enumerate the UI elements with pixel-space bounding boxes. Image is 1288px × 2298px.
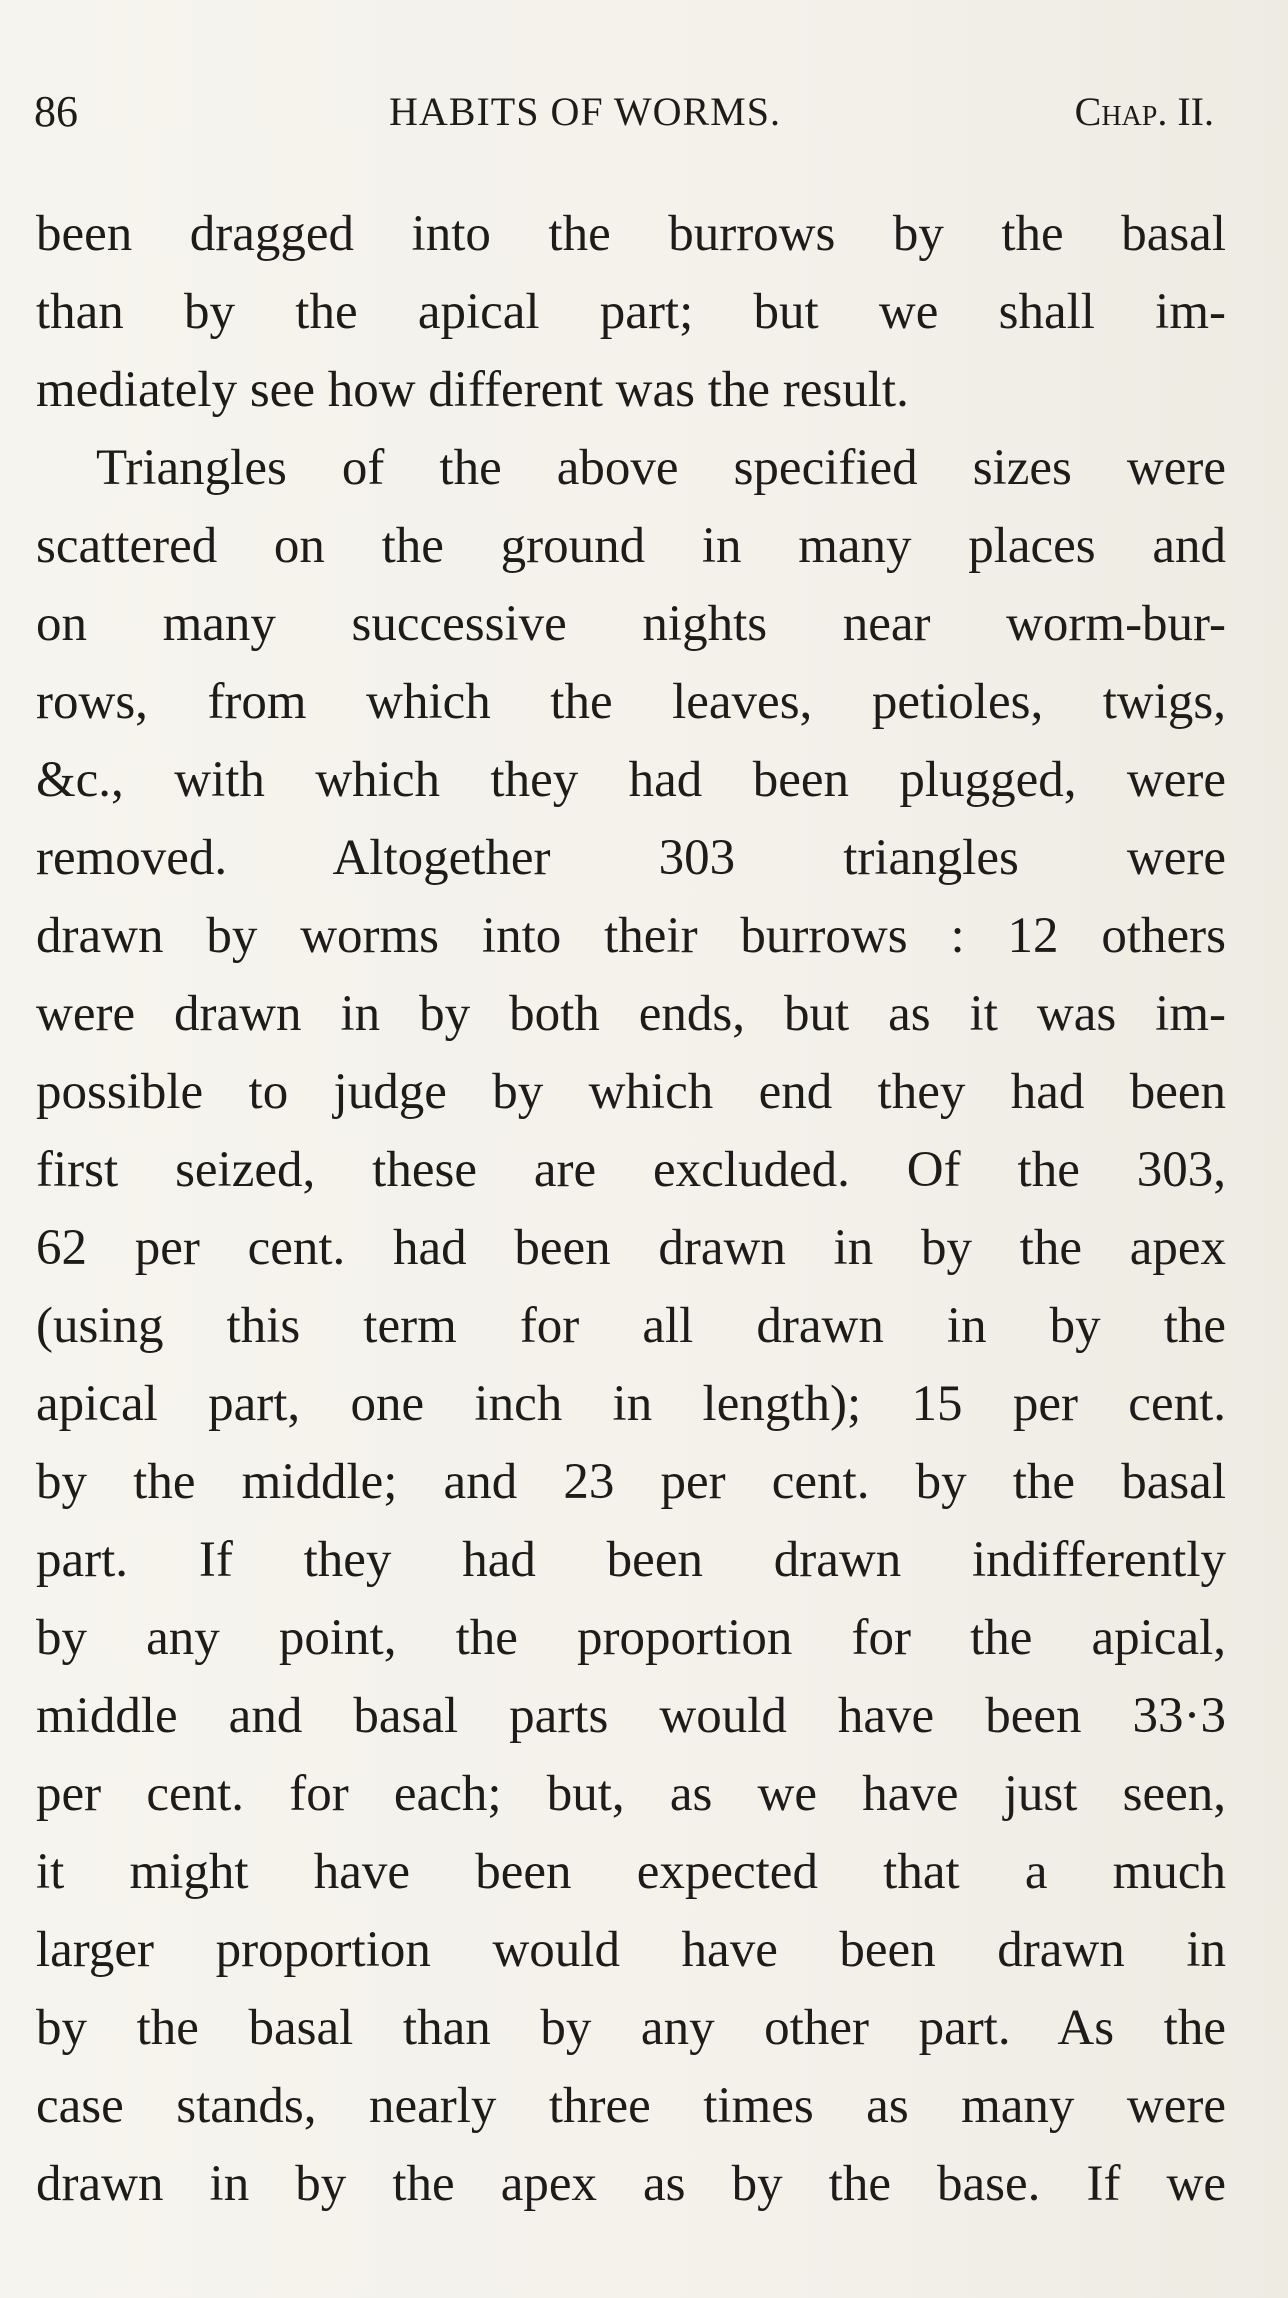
text-line: by the basal than by any other part. As the: [36, 2000, 1226, 2056]
text-line: first seized, these are excluded. Of the 303,: [36, 1142, 1226, 1198]
text-line: been dragged into the burrows by the basal: [36, 206, 1226, 262]
text-line: part. If they had been drawn indifferently: [36, 1532, 1226, 1588]
text-line: &c., with which they had been plugged, were: [36, 752, 1226, 808]
text-line: on many successive nights near worm-bur-: [36, 596, 1226, 652]
text-line: case stands, nearly three times as many were: [36, 2078, 1226, 2134]
chapter-label: Chap. II.: [1074, 89, 1214, 134]
text-line: mediately see how different was the result.: [36, 362, 909, 418]
text-line: larger proportion would have been drawn in: [36, 1922, 1226, 1978]
text-line: middle and basal parts would have been 33·3: [36, 1688, 1226, 1744]
text-line: possible to judge by which end they had been: [36, 1064, 1226, 1120]
text-line: by any point, the proportion for the apical,: [36, 1610, 1226, 1666]
text-line: drawn by worms into their burrows : 12 others: [36, 908, 1226, 964]
text-line: Triangles of the above specified sizes were: [96, 440, 1226, 496]
text-line: drawn in by the apex as by the base. If we: [36, 2156, 1226, 2212]
text-line: than by the apical part; but we shall im-: [36, 284, 1226, 340]
text-line: removed. Altogether 303 triangles were: [36, 830, 1226, 886]
text-line: were drawn in by both ends, but as it was im-: [36, 986, 1226, 1042]
text-line: 62 per cent. had been drawn in by the apex: [36, 1220, 1226, 1276]
text-line: (using this term for all drawn in by the: [36, 1298, 1226, 1354]
text-line: rows, from which the leaves, petioles, twigs,: [36, 674, 1226, 730]
running-title: HABITS OF WORMS.: [389, 89, 781, 134]
text-line: apical part, one inch in length); 15 per cent.: [36, 1376, 1226, 1432]
page-header: [34, 82, 1214, 142]
text-line: scattered on the ground in many places and: [36, 518, 1226, 574]
text-line: by the middle; and 23 per cent. by the basal: [36, 1454, 1226, 1510]
page-number: 86: [34, 87, 78, 136]
text-line: per cent. for each; but, as we have just seen,: [36, 1766, 1226, 1822]
text-line: it might have been expected that a much: [36, 1844, 1226, 1900]
body-text: [36, 195, 1226, 2223]
